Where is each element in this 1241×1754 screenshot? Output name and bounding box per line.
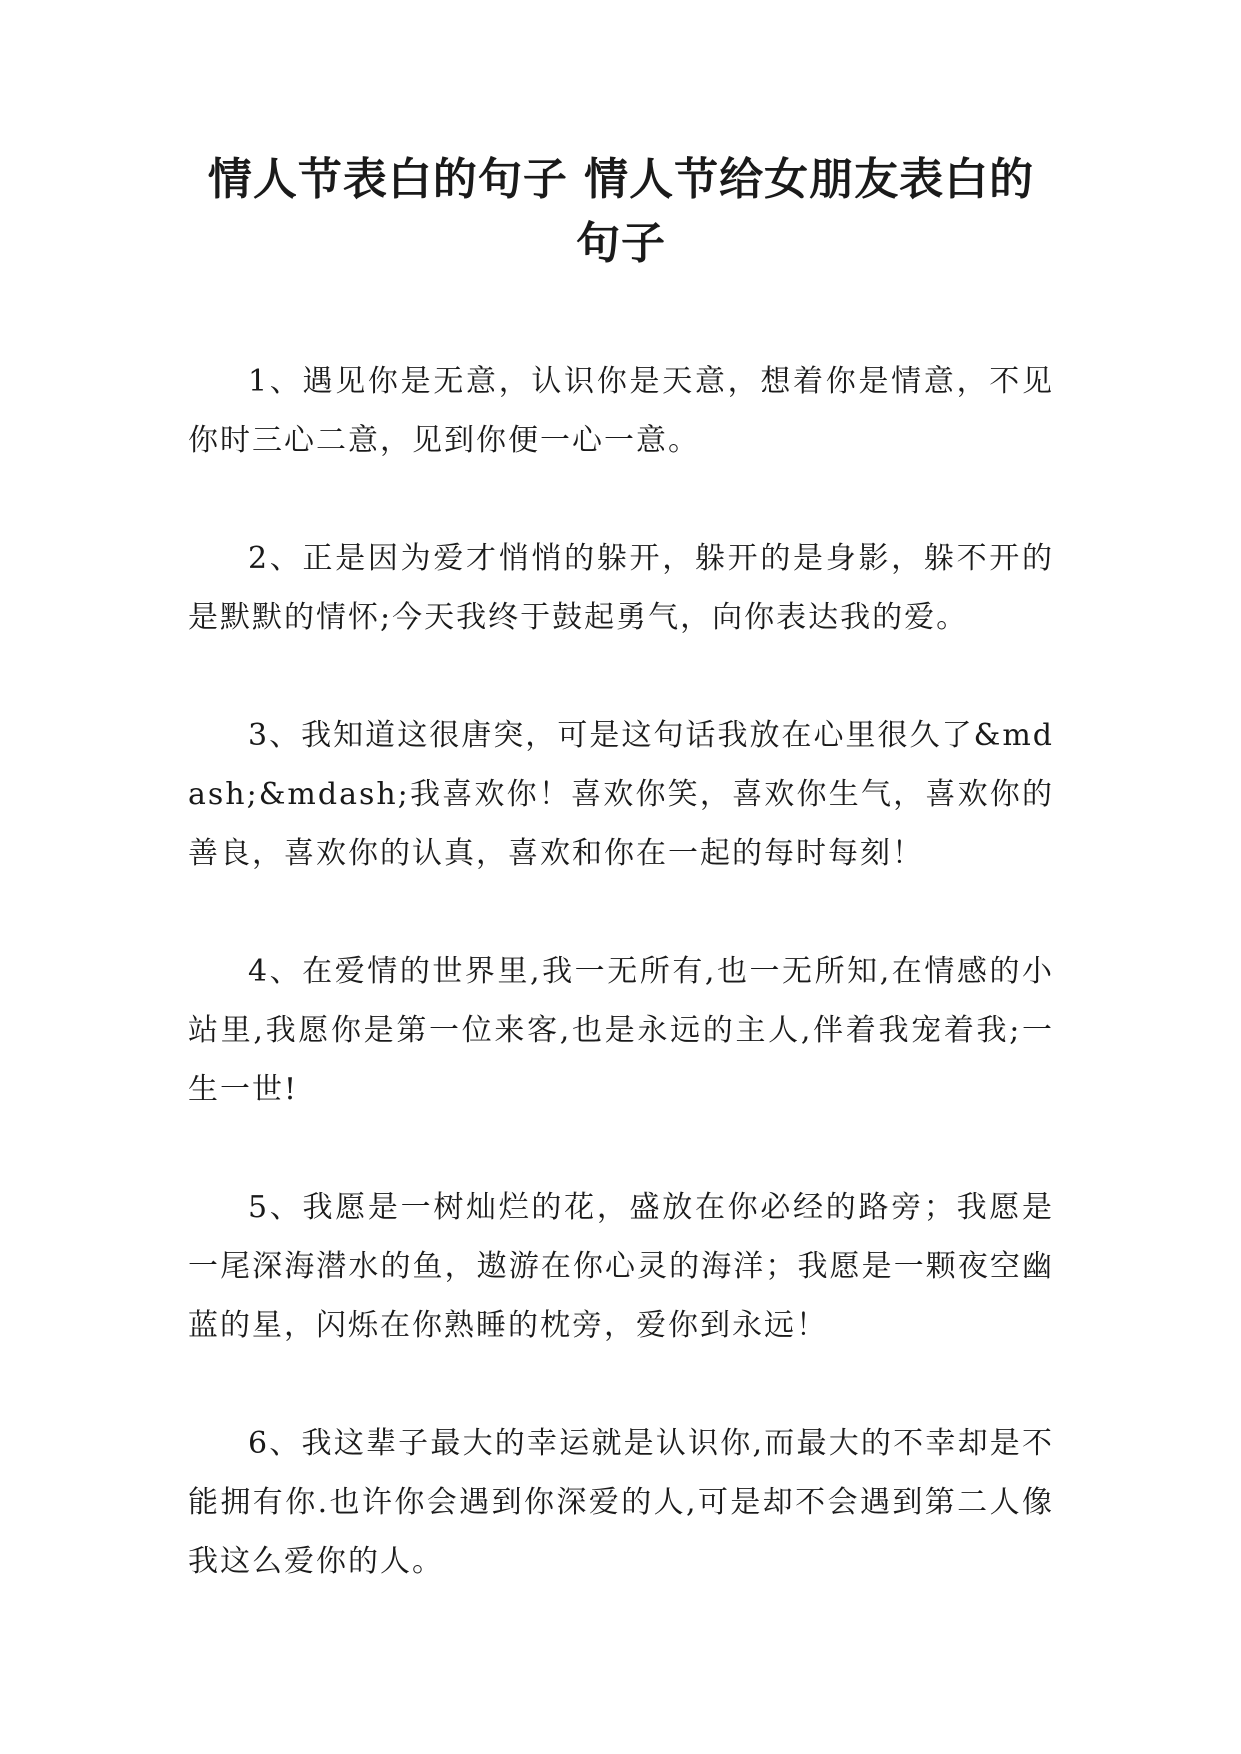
document-body <box>188 352 1054 1650</box>
paragraph-2: 2、正是因为爱才悄悄的躲开，躲开的是身影，躲不开的是默默的情怀;今天我终于鼓起勇气，向你表达我的爱。 <box>188 541 1054 635</box>
paragraph-6: 6、我这辈子最大的幸运就是认识你,而最大的不幸却是不能拥有你.也许你会遇到你深爱的人,可是却不会遇到第二人像我这么爱你的人。 <box>188 1426 1054 1579</box>
document-title: 情人节表白的句子 情人节给女朋友表白的句子 <box>207 154 1035 269</box>
paragraph-1: 1、遇见你是无意，认识你是天意，想着你是情意，不见你时三心二意，见到你便一心一意。 <box>188 364 1054 458</box>
paragraph-3: 3、我知道这很唐突，可是这句话我放在心里很久了&mdash;&mdash;我喜欢你！喜欢你笑，喜欢你生气，喜欢你的善良，喜欢你的认真，喜欢和你在一起的每时每刻！ <box>188 718 1054 871</box>
paragraph-4: 4、在爱情的世界里,我一无所有,也一无所知,在情感的小站里,我愿你是第一位来客,也是永远的主人,伴着我宠着我;一生一世! <box>188 954 1054 1107</box>
paragraph-5: 5、我愿是一树灿烂的花，盛放在你必经的路旁；我愿是一尾深海潜水的鱼，遨游在你心灵的海洋；我愿是一颗夜空幽蓝的星，闪烁在你熟睡的枕旁，爱你到永远！ <box>188 1190 1054 1343</box>
